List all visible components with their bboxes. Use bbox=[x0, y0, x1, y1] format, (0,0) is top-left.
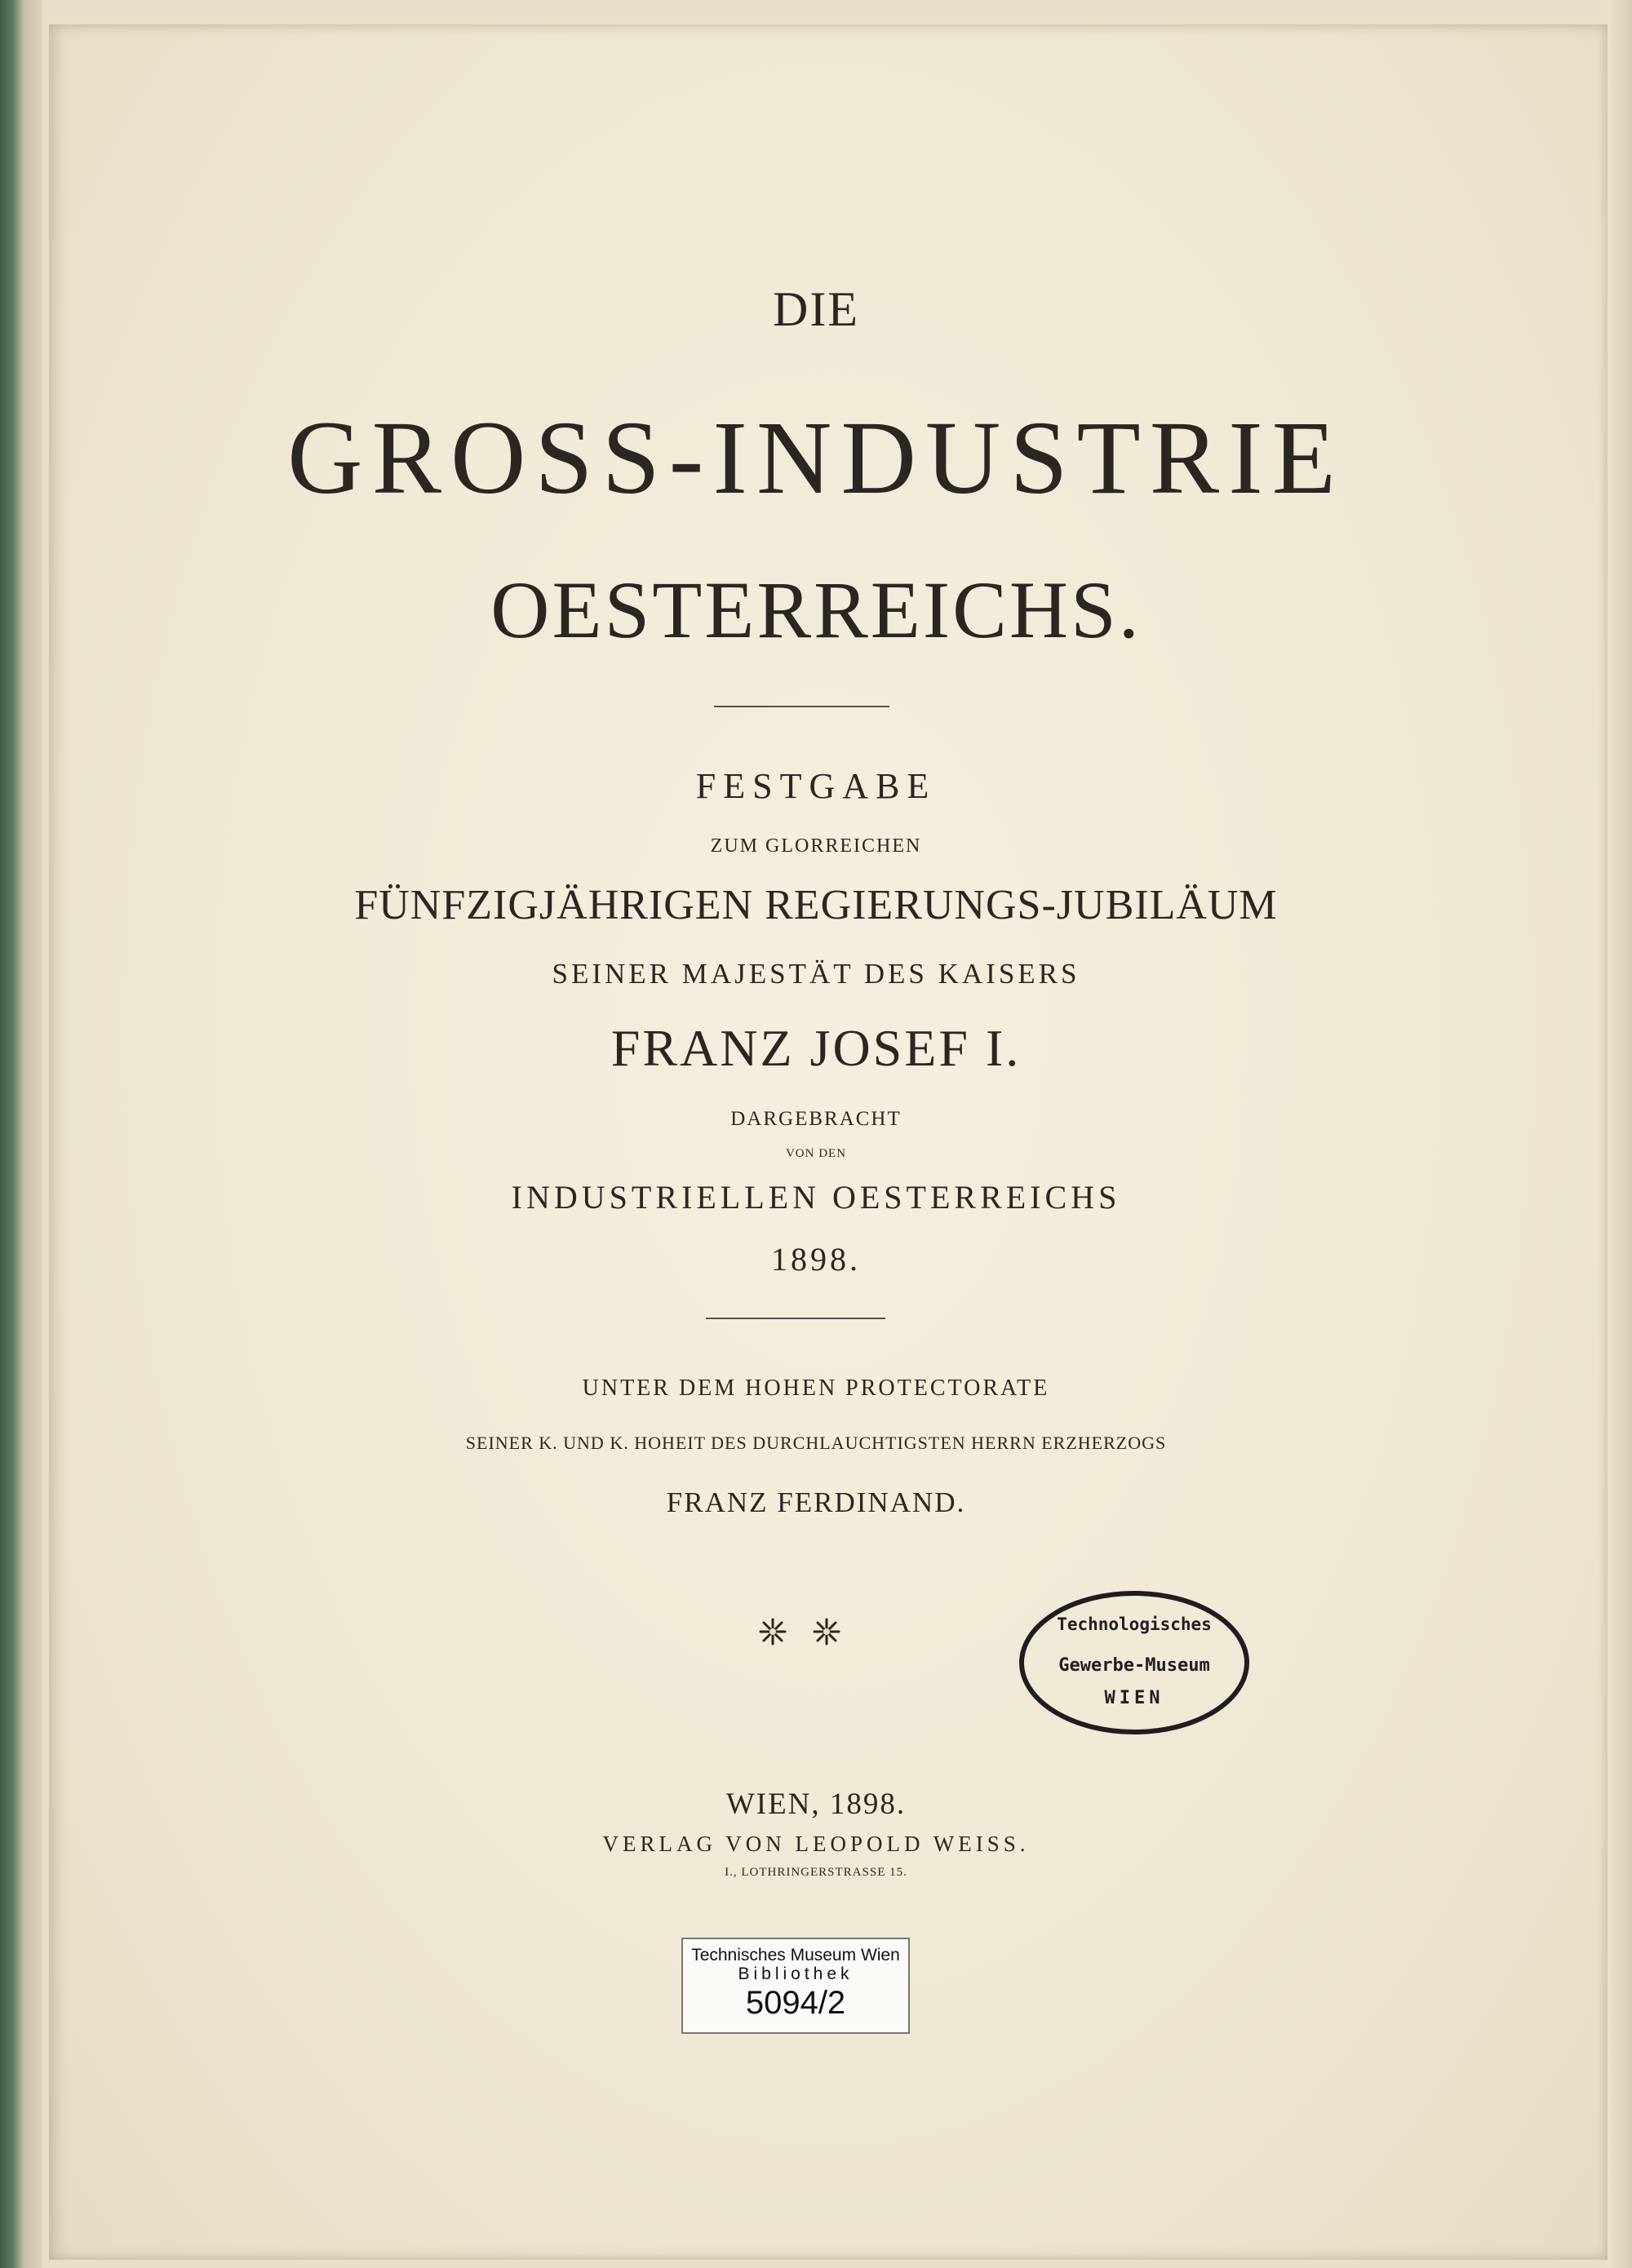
protectorate-line-1: UNTER DEM HOHEN PROTECTORATE bbox=[582, 1375, 1050, 1401]
dedication-year: 1898. bbox=[771, 1241, 861, 1278]
jubilaeum-line: FÜNFZIGJÄHRIGEN REGIERUNGS-JUBILÄUM bbox=[354, 882, 1278, 928]
zum-glorreichen: ZUM GLORREICHEN bbox=[710, 835, 922, 857]
stamp-line-3: WIEN bbox=[1104, 1688, 1164, 1708]
festgabe-heading: FESTGABE bbox=[695, 766, 937, 806]
divider-upper bbox=[714, 706, 889, 707]
protectorate-line-2: SEINER K. UND K. HOHEIT DES DURCHLAUCHTIGSTEN HERRN ERZHERZOGS bbox=[465, 1433, 1167, 1453]
imprint-publisher: VERLAG VON LEOPOLD WEISS. bbox=[602, 1832, 1030, 1856]
label-museum-name: Technisches Museum Wien bbox=[691, 1946, 900, 1965]
label-shelfmark: 5094/2 bbox=[745, 1985, 846, 2021]
protectorate-line-3: FRANZ FERDINAND. bbox=[666, 1486, 966, 1518]
kaiser-name: FRANZ JOSEF I. bbox=[610, 1019, 1022, 1077]
ornament-stars-icon bbox=[747, 1611, 853, 1652]
stamp-line-2: Gewerbe-Museum bbox=[1058, 1655, 1210, 1676]
title-die: DIE bbox=[773, 282, 859, 336]
divider-lower bbox=[706, 1318, 885, 1319]
von-den: VON DEN bbox=[785, 1147, 847, 1160]
library-shelfmark-label bbox=[681, 1938, 910, 2034]
stamp-line-1: Technologisches bbox=[1057, 1615, 1212, 1634]
page-right-edge bbox=[1608, 0, 1632, 2268]
seiner-majestaet: SEINER MAJESTÄT DES KAISERS bbox=[552, 958, 1080, 990]
museum-stamp bbox=[1012, 1583, 1257, 1742]
title-gross-industrie: GROSS-INDUSTRIE bbox=[287, 400, 1345, 516]
book-binding-edge bbox=[0, 0, 42, 2268]
label-bibliothek: Bibliothek bbox=[738, 1965, 854, 1983]
dargebracht: DARGEBRACHT bbox=[730, 1108, 902, 1130]
title-oesterreichs: OESTERREICHS. bbox=[490, 565, 1142, 655]
imprint-place-year: WIEN, 1898. bbox=[725, 1787, 907, 1821]
title-page-paper bbox=[49, 24, 1608, 2260]
imprint-address: I., LOTHRINGERSTRASSE 15. bbox=[725, 1866, 907, 1879]
industriellen-oesterreichs: INDUSTRIELLEN OESTERREICHS bbox=[511, 1179, 1121, 1216]
